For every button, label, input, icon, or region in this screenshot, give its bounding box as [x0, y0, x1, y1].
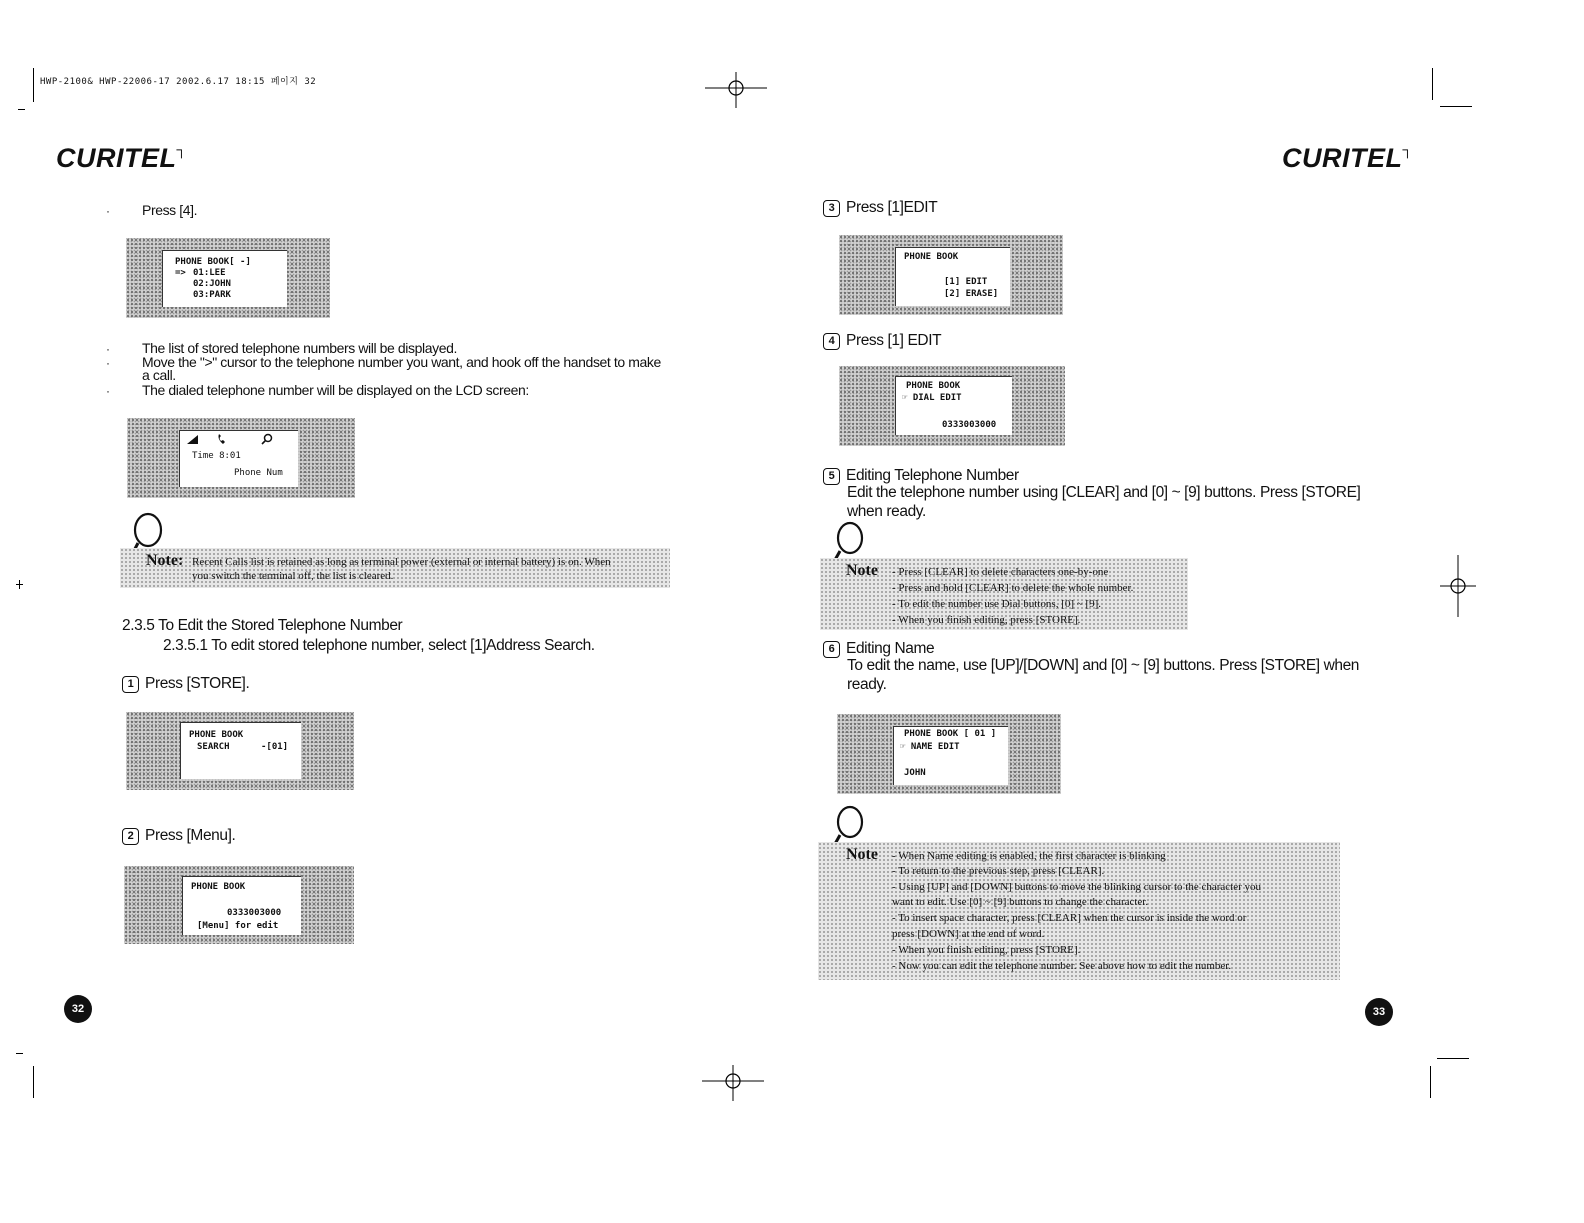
step-5-title: 5 Editing Telephone Number: [823, 466, 1019, 486]
lcd-index: -[01]: [261, 742, 289, 752]
print-info: HWP-2100& HWP-22006-17 2002.6.17 18:15 페이지 32: [40, 77, 317, 87]
bullet: ·: [106, 342, 110, 356]
step-6-title: 6 Editing Name: [823, 639, 934, 659]
lcd-arrow: =>: [175, 268, 186, 278]
bullet-text: a call.: [142, 367, 176, 383]
signal-icon: [186, 434, 200, 445]
note-line: - When you finish editing, press [STORE].: [892, 614, 1081, 626]
lcd-search: SEARCH: [197, 742, 230, 752]
note-line: - Press and hold [CLEAR] to delete the whole number.: [892, 582, 1134, 594]
note-label: Note: [846, 562, 878, 579]
bullet: ·: [106, 204, 110, 218]
note-line: - To insert space character, press [CLEAR] when the cursor is inside the word or: [892, 912, 1247, 924]
lcd-item: 01:LEE: [193, 268, 226, 278]
lcd-name-edit-label: ☞ NAME EDIT: [900, 742, 960, 752]
lcd-name-edit: [837, 714, 1061, 794]
lcd-title: PHONE BOOK: [191, 882, 246, 892]
crop-mark: [19, 580, 20, 589]
note-line: - When Name editing is enabled, the first character is blinking: [892, 850, 1166, 862]
step-2: 2 Press [Menu].: [122, 826, 235, 846]
handset-icon: [216, 433, 228, 445]
lcd-time: Time 8:01: [192, 451, 241, 461]
search-icon: [260, 433, 274, 445]
lcd-phone-num: Phone Num: [234, 468, 283, 478]
lcd-option: [1] EDIT: [944, 277, 988, 287]
curitel-logo-left: CURITEL┐: [56, 141, 187, 173]
step-5-text: when ready.: [847, 503, 926, 520]
bullet: ·: [106, 356, 110, 370]
note-line: want to edit. Use [0] ~ [9] buttons to change the character.: [892, 896, 1149, 908]
lcd-phonebook-number: [124, 866, 354, 944]
crop-mark: [18, 109, 25, 110]
step-press4: Press [4].: [142, 202, 198, 218]
step-4: 4 Press [1] EDIT: [823, 331, 941, 351]
lcd-title: PHONE BOOK[ -]: [175, 257, 251, 267]
lcd-screen: [179, 430, 298, 487]
lcd-phonebook-search: [126, 712, 354, 790]
registration-crosshair-icon: [700, 1063, 766, 1103]
lcd-item: 03:PARK: [193, 290, 231, 300]
step-5-text: Edit the telephone number using [CLEAR] and [0] ~ [9] buttons. Press [STORE]: [847, 484, 1361, 501]
step-3: 3 Press [1]EDIT: [823, 198, 937, 218]
bullet-text: Move the ">" cursor to the telephone number you want, and hook off the handset to make: [142, 354, 661, 370]
note-line: - Using [UP] and [DOWN] buttons to move the blinking cursor to the character you: [892, 881, 1262, 893]
note-label: Note:: [146, 552, 184, 569]
page-number-left: 32: [64, 995, 92, 1023]
crop-mark: [1440, 106, 1472, 107]
crop-mark: [33, 1066, 34, 1098]
note-line: you switch the terminal off, the list is cleared.: [192, 570, 394, 582]
lcd-screen: [180, 722, 301, 779]
crop-mark: [16, 1053, 23, 1054]
lcd-item: 02:JOHN: [193, 279, 231, 289]
step-1: 1 Press [STORE].: [122, 674, 249, 694]
crop-mark: [1430, 1066, 1431, 1098]
lcd-title: PHONE BOOK: [189, 730, 244, 740]
bullet-text: The list of stored telephone numbers will be displayed.: [142, 340, 457, 356]
lcd-number: 0333003000: [942, 420, 997, 430]
lcd-title: PHONE BOOK: [904, 252, 959, 262]
registration-crosshair-icon: [1438, 553, 1478, 619]
lcd-screen: [893, 726, 1008, 785]
lcd-option: [2] ERASE]: [944, 289, 999, 299]
lcd-hint: [Menu] for edit: [197, 921, 279, 931]
registration-crosshair-icon: [703, 70, 769, 110]
lcd-idle-screen: [127, 418, 355, 498]
note-line: Recent Calls list is retained as long as terminal power (external or internal battery) is on. When: [192, 556, 611, 568]
lcd-edit-menu: [839, 235, 1063, 315]
bullet-text: The dialed telephone number will be displayed on the LCD screen:: [142, 382, 529, 398]
bullet: ·: [106, 384, 110, 398]
page-number-right: 33: [1365, 998, 1393, 1026]
note-line: press [DOWN] at the end of word.: [892, 928, 1045, 940]
crop-mark: [1432, 68, 1433, 100]
step-6-text: To edit the name, use [UP]/[DOWN] and [0] ~ [9] buttons. Press [STORE] when: [847, 657, 1360, 674]
note-line: - Press [CLEAR] to delete characters one-by-one: [892, 566, 1109, 578]
note-line: - To edit the number use Dial buttons, [0] ~ [9].: [892, 598, 1102, 610]
lcd-name: JOHN: [904, 768, 926, 778]
step-6-text: ready.: [847, 676, 887, 693]
subsection-title: 2.3.5.1 To edit stored telephone number, select [1]Address Search.: [163, 637, 595, 654]
lcd-dial-edit: [839, 366, 1065, 446]
note-line: - Now you can edit the telephone number. See above how to edit the number.: [892, 960, 1232, 972]
lcd-screen: [182, 876, 301, 935]
lcd-phonebook-list: [126, 238, 330, 318]
crop-mark: [33, 68, 34, 102]
note-label: Note: [846, 846, 878, 863]
lcd-screen: [895, 247, 1010, 306]
note-line: - To return to the previous step, press [CLEAR].: [892, 865, 1105, 877]
lcd-title: PHONE BOOK: [906, 381, 961, 391]
note-line: - When you finish editing, press [STORE].: [892, 944, 1081, 956]
lcd-screen: [895, 376, 1012, 435]
lcd-title: PHONE BOOK [ 01 ]: [904, 729, 997, 739]
crop-mark: [1437, 1058, 1469, 1059]
lcd-screen: [162, 250, 287, 307]
section-title: 2.3.5 To Edit the Stored Telephone Number: [122, 617, 403, 634]
lcd-number: 0333003000: [227, 908, 282, 918]
lcd-dial-edit-label: ☞ DIAL EDIT: [902, 393, 962, 403]
curitel-logo-right: CURITEL┐: [1282, 141, 1413, 173]
